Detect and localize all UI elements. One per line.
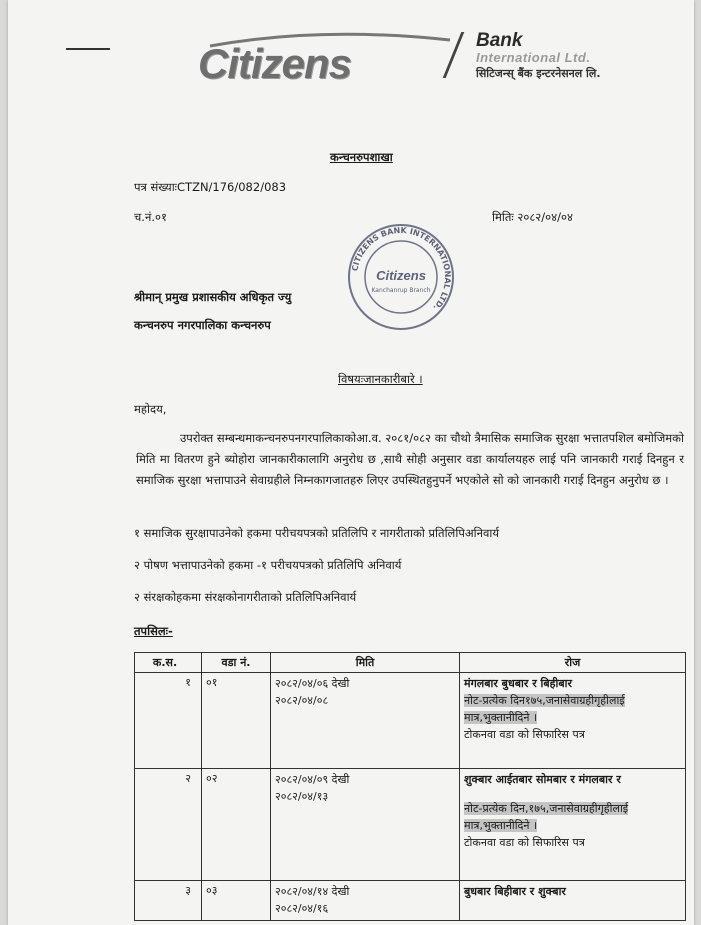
bank-name-nepali: सिटिजन्स् बैंक इन्टरनेसनल लि. xyxy=(476,67,601,80)
margin-mark xyxy=(66,48,110,50)
logo-wordmark: Citizens xyxy=(198,40,352,87)
payment-note: नोट-प्रत्येक दिन,१७५,जनासेवाग्रहीगृहीलाई मात्र,भुक्तानीदिने । xyxy=(464,802,629,832)
payment-days: शुक्बार आईतबार सोमबार र मंगलबार र xyxy=(464,773,621,786)
row-date xyxy=(271,673,460,769)
table-row xyxy=(135,673,686,769)
row-days xyxy=(460,881,686,921)
payment-days: मंगलबार बुधबार र बिहीबार xyxy=(464,677,572,690)
row-sn: ३ xyxy=(135,881,202,921)
row-days xyxy=(460,673,686,769)
bank-seal-icon xyxy=(346,222,456,332)
row-sn: २ xyxy=(135,769,202,881)
row-ward: ०३ xyxy=(202,881,271,921)
letter-page xyxy=(8,0,694,925)
bank-title: Bank xyxy=(476,30,523,51)
letter-subject: विषयःजानकारीबारे । xyxy=(338,372,423,386)
requirement-item: २ संरक्षकोहकमा संरक्षकोनागरीताको प्रतिलिपिअनिवार्य xyxy=(134,590,357,604)
date-to: २०८२/०४/०८ xyxy=(275,694,329,707)
date-from: २०८२/०४/१४ देखी xyxy=(275,885,350,898)
col-header-days: रोज xyxy=(460,653,686,673)
date-to: २०८२/०४/१६ xyxy=(275,902,329,915)
date-to: २०८२/०४/१३ xyxy=(275,790,329,803)
seal-ring-text: CITIZENS BANK INTERNATIONAL LTD. xyxy=(350,225,453,313)
recipient-title: श्रीमान् प्रमुख प्रशासकीय अधिकृत ज्यु xyxy=(134,290,292,304)
col-header-date: मिति xyxy=(271,653,460,673)
salutation: महोदय, xyxy=(134,402,167,416)
seal-center-text: Citizens xyxy=(376,268,426,283)
row-ward: ०१ xyxy=(202,673,271,769)
table-row xyxy=(135,881,686,921)
distribution-schedule-table xyxy=(134,652,686,921)
letter-body-text: उपरोक्त सम्बन्धमाकन्चनरुपनगरपालिकाकोआ.व. २०८१/०८२ का चौथो त्रैमासिक समाजिक सुरक्षा भत्तातपशिल बमोजिमको मिति मा वितरण हुने ब्योहोरा जानकारीकालागि अनुरोध छ ,साथै सोही अनुसार वडा कार्यालयहरु लाई पनि जानकारी गराई दिनहुन र समाजिक सुरक्षा भत्तापाउने सेवाग्रहीले निम्नकागजातहरु लिएर उपस्थितहुनुपर्ने भएकोले सो को जानकारी गराई दिनहुन अनुरोध छ । xyxy=(136,431,684,487)
row-sn: १ xyxy=(135,673,202,769)
row-days xyxy=(460,769,686,881)
recommendation-note: टोकनवा वडा को सिफारिस पत्र xyxy=(464,836,585,849)
row-date xyxy=(271,769,460,881)
col-header-sn: क.स. xyxy=(135,653,202,673)
seal-branch-text: Kanchanrup Branch xyxy=(371,287,431,294)
bank-subtitle: International Ltd. xyxy=(476,50,591,65)
row-ward: ०२ xyxy=(202,769,271,881)
date-from: २०८२/०४/०६ देखी xyxy=(275,677,350,690)
recipient-office: कन्चनरुप नगरपालिका कन्चनरुप xyxy=(134,318,271,332)
letter-date: मितिः २०८२/०४/०४ xyxy=(492,210,573,224)
requirement-item: १ समाजिक सुरक्षापाउनेको हकमा परीचयपत्रको प्रतिलिपि र नागरीताको प्रतिलिपिअनिवार्य xyxy=(134,526,500,540)
reference-number: पत्र संख्याःCTZN/176/082/083 xyxy=(134,180,287,194)
col-header-ward: वडा नं. xyxy=(202,653,271,673)
payment-days: बुधबार बिहीबार र शुक्बार xyxy=(464,885,566,898)
date-from: २०८२/०४/०९ देखी xyxy=(275,773,350,786)
table-row xyxy=(135,769,686,881)
letter-body xyxy=(136,428,684,491)
recommendation-note: टोकनवा वडा को सिफारिस पत्र xyxy=(464,728,585,741)
schedule-heading: तपसिलः- xyxy=(134,624,173,638)
payment-note: नोट-प्रत्येक दिन१७५,जनासेवाग्रहीगृहीलाई मात्र,भुक्तानीदिने । xyxy=(464,694,625,724)
bank-letterhead xyxy=(190,30,670,86)
requirement-item: २ पोषण भत्तापाउनेको हकमा -१ परीचयपत्रको प्रतिलिपि अनिवार्य xyxy=(134,558,402,572)
branch-name: कन्चनरुपशाखा xyxy=(330,150,393,164)
row-date xyxy=(271,881,460,921)
dispatch-number: च.नं.०१ xyxy=(134,210,167,224)
table-header-row xyxy=(135,653,686,673)
